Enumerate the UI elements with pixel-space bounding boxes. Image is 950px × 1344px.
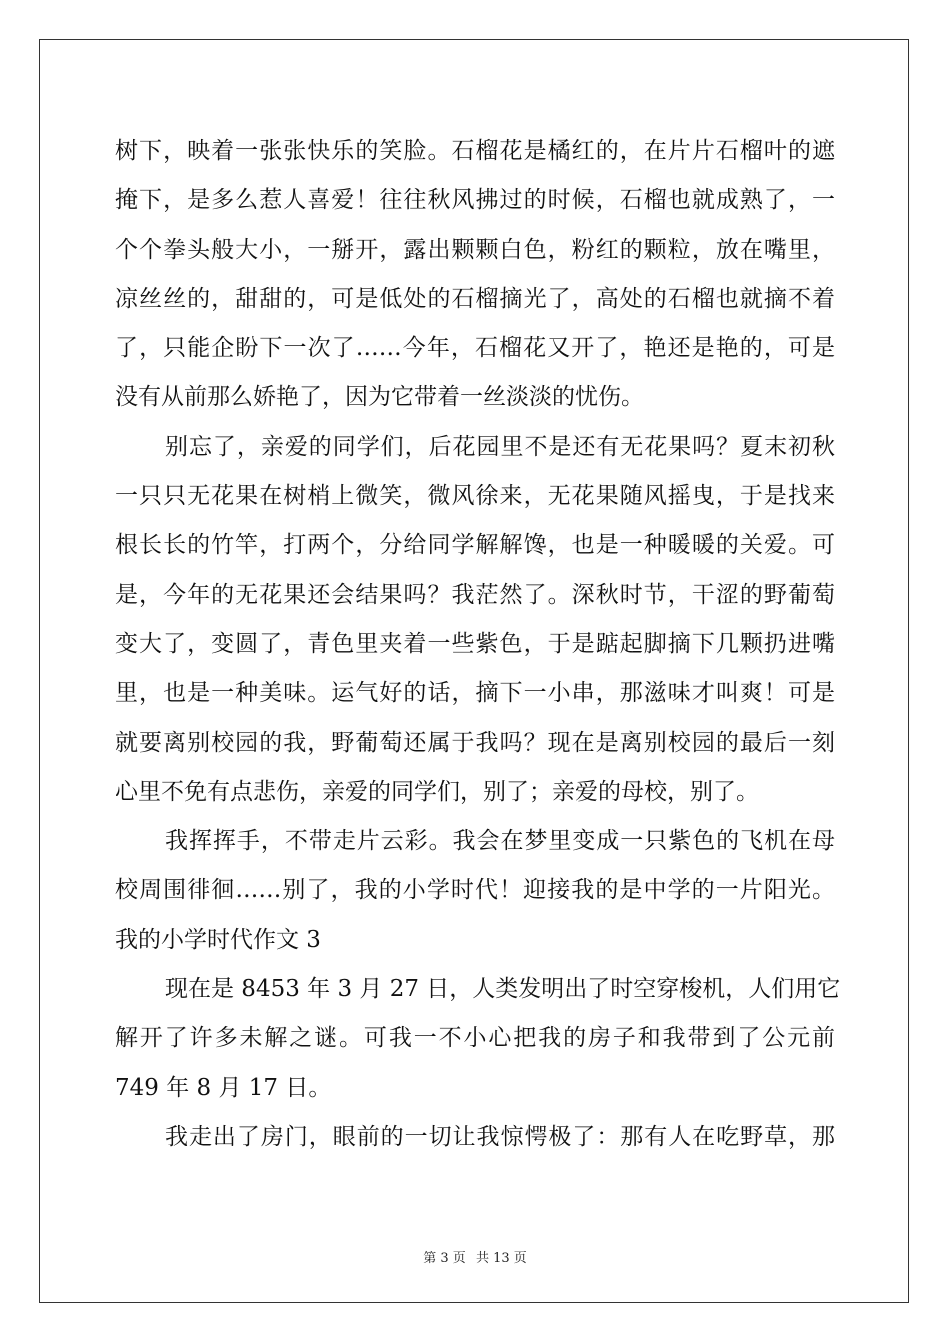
paragraph-start-line: 现在是 8453 年 3 月 27 日，人类发明出了时空穿梭机，人们用它 xyxy=(165,976,841,1003)
paragraph-start-line: 别忘了，亲爱的同学们，后花园里不是还有无花果吗？夏末初秋 xyxy=(165,433,835,460)
text-line: 就要离别校园的我，野葡萄还属于我吗？现在是离别校园的最后一刻 xyxy=(115,729,835,756)
text-line: 是，今年的无花果还会结果吗？我茫然了。深秋时节，干涩的野葡萄 xyxy=(115,581,835,608)
text-line: 里，也是一种美味。运气好的话，摘下一小串，那滋味才叫爽！可是 xyxy=(115,680,835,707)
text-line: 749 年 8 月 17 日。 xyxy=(115,1074,332,1101)
text-line: 树下，映着一张张快乐的笑脸。石榴花是橘红的，在片片石榴叶的遮 xyxy=(115,138,835,164)
text-line: 一只只无花果在树梢上微笑，微风徐来，无花果随风摇曳，于是找来 xyxy=(115,483,835,510)
text-line: 个个拳头般大小，一掰开，露出颗颗白色，粉红的颗粒，放在嘴里， xyxy=(115,236,835,263)
page-number: 第 3 页 xyxy=(423,1251,466,1266)
text-line: 凉丝丝的，甜甜的，可是低处的石榴摘光了，高处的石榴也就摘不着 xyxy=(115,285,835,312)
paragraph-start-line: 我挥挥手，不带走片云彩。我会在梦里变成一只紫色的飞机在母 xyxy=(165,828,835,855)
page-total: 共 13 页 xyxy=(475,1251,527,1266)
paragraph-start-line: 我走出了房门，眼前的一切让我惊愕极了：那有人在吃野草，那 xyxy=(165,1123,835,1150)
text-line: 掩下，是多么惹人喜爱！往往秋风拂过的时候，石榴也就成熟了，一 xyxy=(115,187,835,214)
text-line: 没有从前那么娇艳了，因为它带着一丝淡淡的忧伤。 xyxy=(115,384,644,411)
text-line: 心里不免有点悲伤，亲爱的同学们，别了；亲爱的母校，别了。 xyxy=(115,778,759,805)
text-line: 校周围徘徊……别了，我的小学时代！迎接我的是中学的一片阳光。 xyxy=(115,877,835,904)
text-line: 了，只能企盼下一次了……今年，石榴花又开了，艳还是艳的，可是 xyxy=(115,335,835,362)
section-heading: 我的小学时代作文 3 xyxy=(115,926,321,953)
text-line: 解开了许多未解之谜。可我一不小心把我的房子和我带到了公元前 xyxy=(115,1025,835,1052)
document-body xyxy=(115,127,841,1162)
text-line: 变大了，变圆了，青色里夹着一些紫色，于是踮起脚摘下几颗扔进嘴 xyxy=(115,630,835,657)
text-line: 根长长的竹竿，打两个，分给同学解解馋，也是一种暖暖的关爱。可 xyxy=(115,532,835,559)
page-footer xyxy=(0,1247,950,1266)
